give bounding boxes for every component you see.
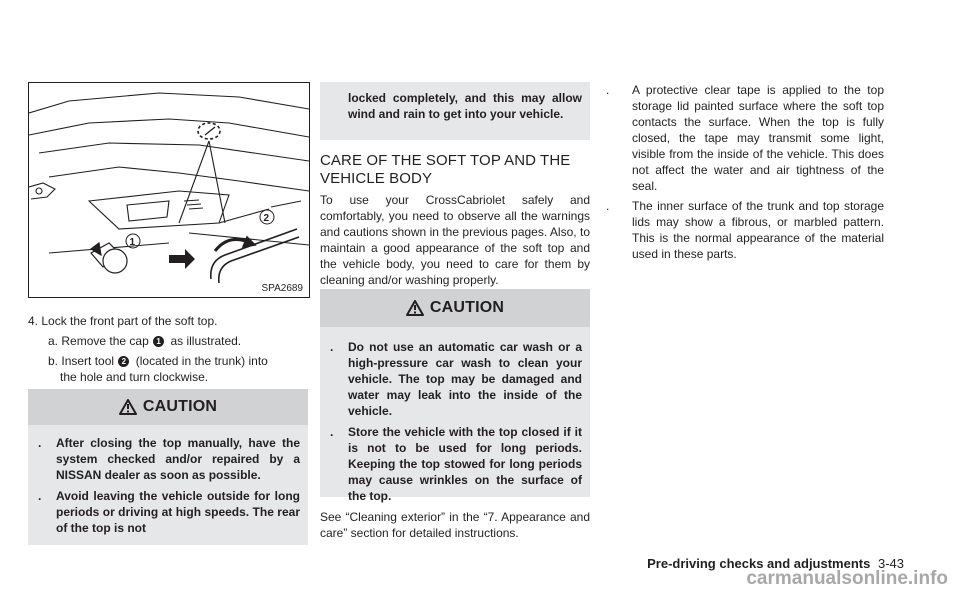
caution-title: CAUTION [429, 299, 505, 316]
caution-header [320, 289, 590, 327]
section-intro: To use your CrossCabriolet safely and comfortably, you need to observe all the warnings and cautions shown in the previous pages. Also, to maintain a good appearance of the soft top and the vehicle body, you need to care for them by cleaning and/or washing properly. [320, 193, 590, 287]
figure-code: SPA2689 [261, 283, 303, 294]
step-text: Lock the front part of the soft top. [41, 314, 218, 328]
step-number: 4. [28, 314, 39, 328]
see-also-text: See “Cleaning exterior” in the “7. Appearance and care” section for detailed instructions. [320, 510, 590, 540]
step-4 [28, 313, 312, 329]
footer-section: Pre-driving checks and adjustments [647, 556, 871, 571]
step-4b [48, 353, 312, 369]
illustration-figure [28, 82, 310, 298]
number-2-icon: 2 [118, 356, 129, 367]
caution-body [28, 425, 308, 545]
caution-continued: locked completely, and this may allow wind and rain to get into your vehicle. [320, 82, 590, 140]
page-number: 3-43 [877, 556, 904, 571]
step-4a [48, 333, 312, 349]
substep-text: Insert tool [61, 354, 115, 368]
tool-part-2 [211, 229, 299, 283]
warning-icon [119, 399, 137, 415]
right-bullet-list [604, 82, 884, 267]
caution-item: . Store the vehicle with the top closed if it is not to be used for long periods. Keeping the top stowed for long periods may cause wrinkles on the surface of the top. [330, 425, 582, 503]
caution-header [28, 389, 308, 425]
substep-label: a. [48, 334, 59, 348]
number-1-icon: 1 [153, 336, 164, 347]
list-item: . A protective clear tape is applied to the top storage lid painted surface where the soft top contacts the surface. When the top is fully closed, the tape may transmit some light, visible from the inside of the vehicle. This does not affect the water and air tightness of the seal. [606, 83, 884, 193]
step-4b-continued: the hole and turn clockwise. [60, 370, 209, 384]
callout-1: 1 [129, 237, 136, 248]
callout-2: 2 [263, 213, 270, 224]
section-heading: CARE OF THE SOFT TOP AND THE VEHICLE BODY [320, 152, 571, 187]
caution-item: . Do not use an automatic car wash or a high-pressure car wash to clean your vehicle. The top may be damaged and water may leak into the inside of the vehicle. [330, 340, 582, 418]
substep-text: as illustrated. [170, 334, 242, 348]
caution-body [320, 327, 590, 503]
substep-text: (located in the trunk) into [135, 354, 268, 368]
list-item: . The inner surface of the trunk and top storage lids may show a fibrous, or marbled pattern. This is the normal appearance of the material used in these parts. [606, 199, 884, 261]
substep-text: Remove the cap [61, 334, 149, 348]
caution-item: . Avoid leaving the vehicle outside for long periods or driving at high speeds. The rear of the top is not [38, 489, 300, 535]
caution-title: CAUTION [142, 398, 218, 415]
caution-item: . After closing the top manually, have the system checked and/or repaired by a NISSAN dealer as soon as possible. [38, 436, 300, 482]
arrow-icon [169, 249, 195, 269]
substep-label: b. [48, 354, 59, 368]
watermark: carmanualsonline.info [746, 568, 948, 589]
soft-top-illustration [29, 83, 309, 297]
warning-icon [406, 300, 424, 316]
